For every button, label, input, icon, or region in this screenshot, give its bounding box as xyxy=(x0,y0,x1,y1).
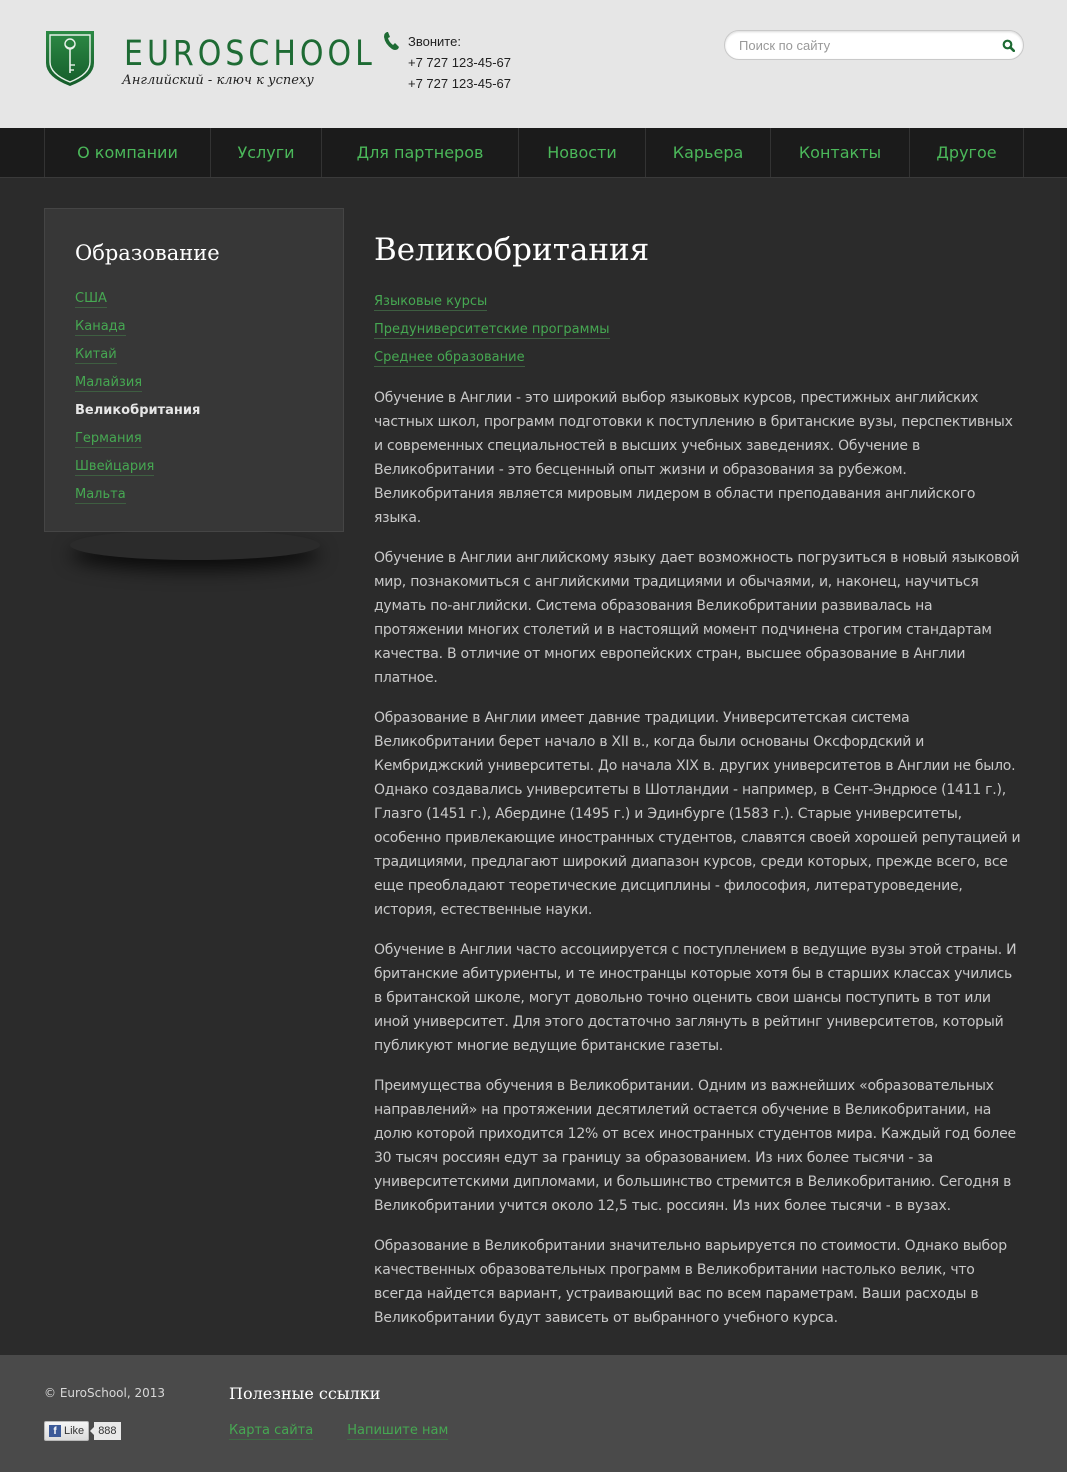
paragraph: Обучение в Англии английскому языку дает возможность погрузиться в новый языковой мир, познакомиться с английскими традициями и обычаями, и, наконец, научиться думать по-английски. Система образования Великобритании развивалась на протяжении многих столетий и в настоящий момент подчинена строгим стандартам качества. В отличие от многих европейских стран, высшее образование в Англии платное. xyxy=(374,550,1020,686)
nav-item-services[interactable]: Услуги xyxy=(211,128,322,177)
sidebar-shadow xyxy=(70,530,320,560)
facebook-like-count: 888 xyxy=(94,1422,120,1440)
sublink-language-courses[interactable]: Языковые курсы xyxy=(374,294,488,309)
paragraph: Образование в Великобритании значительно варьируется по стоимости. Однако выбор качественных образовательных программ в Великобритании настолько велик, что всегда найдется вариант, устраивающий вас по всем параметрам. Ваши расходы в Великобритании будут зависеть от выбранного учебного курса. xyxy=(374,1238,1007,1326)
phone-number-1[interactable]: +7 727 123-45-67 xyxy=(408,55,512,70)
search-button[interactable] xyxy=(993,31,1023,59)
site-footer xyxy=(0,1355,1067,1472)
sidebar-title: Образование xyxy=(75,241,220,265)
sublink-pre-university[interactable]: Предуниверситетские программы xyxy=(374,322,610,337)
footer-links-title: Полезные ссылки xyxy=(229,1384,381,1403)
sublink-secondary-education[interactable]: Среднее образование xyxy=(374,350,525,365)
nav-item-contacts[interactable]: Контакты xyxy=(771,128,910,177)
phone-block xyxy=(383,31,511,94)
paragraph: Преимущества обучения в Великобритании. Одним из важнейших «образовательных направлений» на протяжении десятилетий остается обучение в Великобритании, на долю которой приходится 12% от всех иностранных студентов мира. Каждый год более 30 тысяч россиян едут за границу за образованием. Из них более тысячи - за университетскими дипломами, и большинство стремится в Великобританию. Сегодня в Великобритании учится около 12,5 тыс. россиян. Из них более тысячи - в вузах. xyxy=(374,1078,1016,1214)
paragraph: Обучение в Англии - это широкий выбор языковых курсов, престижных английских частных школ, программ подготовки к поступлению в британские вузы, перспективных и современных специальностей в высших учебных заведениях. Обучение в Великобритании - это бесценный опыт жизни и образования за рубежом. Великобритания является мировым лидером в области преподавания английского языка. xyxy=(374,390,1013,526)
nav-item-news[interactable]: Новости xyxy=(519,128,646,177)
sidebar-item-malta[interactable]: Мальта xyxy=(75,487,126,502)
sidebar xyxy=(44,208,344,532)
sidebar-item-uk-active: Великобритания xyxy=(75,403,201,418)
phone-icon xyxy=(383,31,401,51)
paragraph: Обучение в Англии часто ассоциируется с поступлением в ведущие вузы этой страны. И британские абитуриенты, и те иностранцы которые хотя бы в старших классах учились в британской школе, могут довольно точно оценить свои шансы поступить в тот или иной университет. Для этого достаточно заглянуть в рейтинг университетов, который публикуют многие ведущие британские газеты. xyxy=(374,942,1017,1054)
main-nav xyxy=(0,128,1067,178)
facebook-like-widget xyxy=(44,1421,121,1441)
search-icon xyxy=(1002,39,1015,52)
page-title: Великобритания xyxy=(374,232,650,268)
sidebar-item-germany[interactable]: Германия xyxy=(75,431,142,446)
nav-item-partners[interactable]: Для партнеров xyxy=(322,128,519,177)
nav-item-about[interactable]: О компании xyxy=(45,128,211,177)
sidebar-item-canada[interactable]: Канада xyxy=(75,319,126,334)
main-area xyxy=(0,178,1067,1355)
nav-item-other[interactable]: Другое xyxy=(936,143,997,162)
site-header xyxy=(0,0,1067,128)
copyright: © EuroSchool, 2013 xyxy=(44,1386,166,1400)
logo-name: EUROSCHOOL xyxy=(124,33,376,75)
search-input[interactable] xyxy=(739,38,993,53)
sidebar-item-malaysia[interactable]: Малайзия xyxy=(75,375,143,390)
facebook-like-label: Like xyxy=(64,1425,85,1437)
sidebar-item-switzerland[interactable]: Швейцария xyxy=(75,459,155,474)
facebook-like-button[interactable] xyxy=(44,1421,89,1441)
logo[interactable] xyxy=(44,29,376,88)
phone-label: Звоните: xyxy=(408,34,461,49)
key-shield-icon xyxy=(44,29,96,87)
phone-number-2[interactable]: +7 727 123-45-67 xyxy=(408,76,512,91)
sidebar-item-china[interactable]: Китай xyxy=(75,347,117,362)
footer-link-contact[interactable]: Напишите нам xyxy=(347,1423,449,1438)
footer-link-sitemap[interactable]: Карта сайта xyxy=(229,1423,314,1438)
nav-item-career[interactable]: Карьера xyxy=(646,128,771,177)
sidebar-item-usa[interactable]: США xyxy=(75,291,107,306)
logo-slogan: Английский - ключ к успеху xyxy=(122,73,314,88)
search-box xyxy=(724,30,1024,60)
sublinks xyxy=(374,290,1024,374)
content xyxy=(374,228,1024,1346)
facebook-icon: f xyxy=(49,1425,61,1437)
paragraph: Образование в Англии имеет давние традиции. Университетская система Великобритании берет начало в XII в., когда были основаны Оксфордский и Кембриджский университеты. До начала XIX в. других университетов в Англии не было. Однако создавались университеты в Шотландии - например, в Сент-Эндрюсе (1411 г.), Глазго (1451 г.), Абердине (1495 г.) и Эдинбурге (1583 г.). Старые университеты, особенно привлекающие иностранных студентов, славятся своей хорошей репутацией и традициями, предлагают широкий диапазон курсов, среди которых, прежде всего, все еще преобладают теоретические дисциплины - философия, литературоведение, история, естественные науки. xyxy=(374,710,1021,918)
